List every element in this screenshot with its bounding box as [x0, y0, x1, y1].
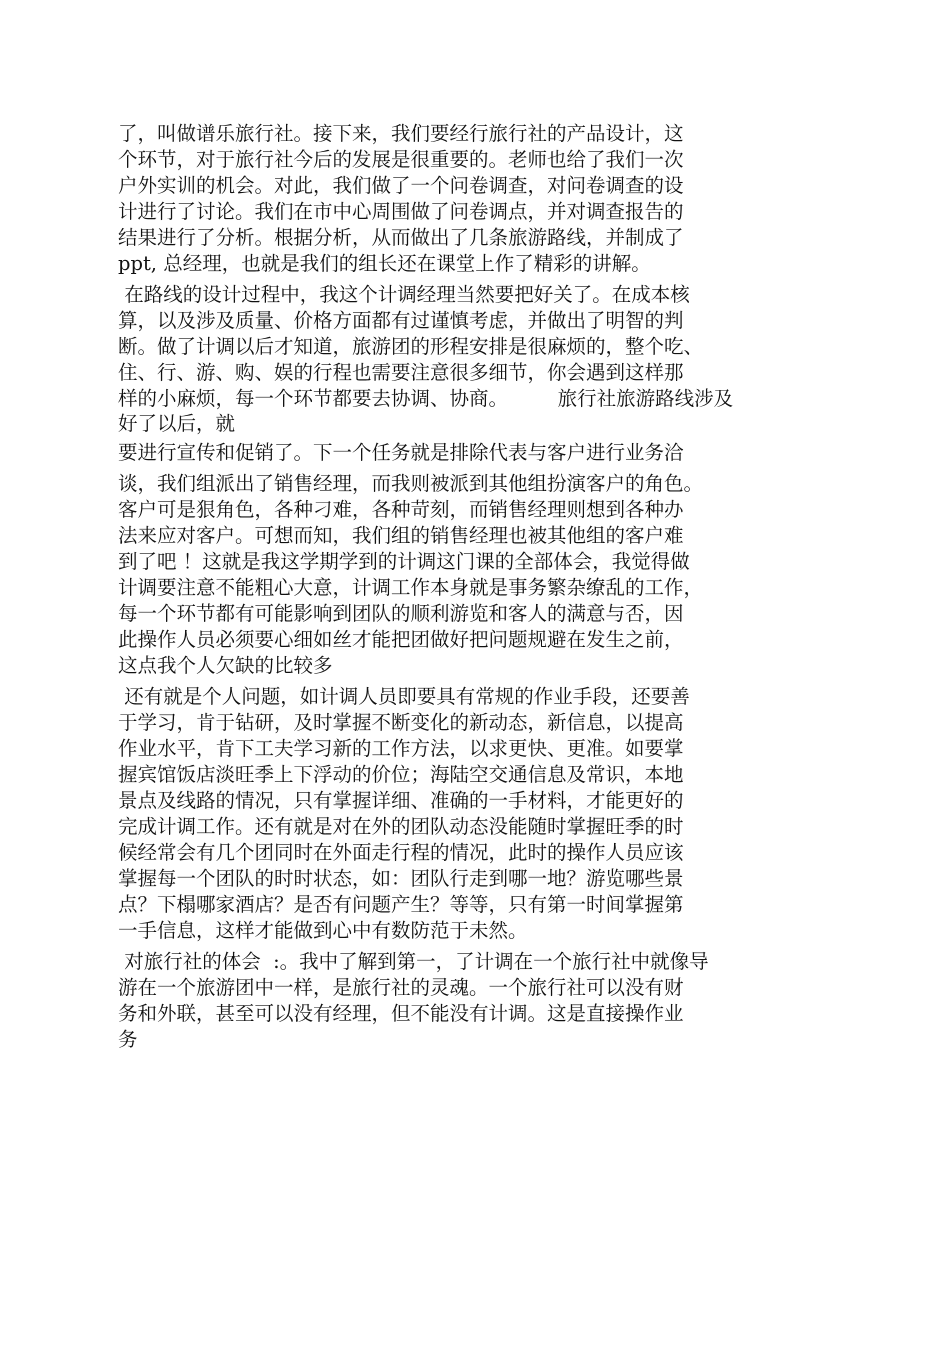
text-line: 作业水平，肯下工夫学习新的工作方法，以求更快、更准。如要掌: [118, 737, 684, 760]
text-line: 于学习，肯于钻研，及时掌握不断变化的新动态，新信息，以提高: [118, 711, 684, 734]
text-line: 好了以后，就: [118, 412, 236, 435]
text-line: 还有就是个人问题，如计调人员即要具有常规的作业手段，还要善: [118, 685, 690, 708]
text-line: 务: [118, 1028, 138, 1051]
text-line: 到了吧 ！这就是我这学期学到的计调这门课的全部体会，我觉得做: [118, 550, 690, 573]
text-line: 掌握每一个团队的时时状态，如：团队行走到哪一地？游览哪些景: [118, 867, 684, 890]
text-line: 务和外联，甚至可以没有经理，但不能没有计调。这是直接操作业: [118, 1002, 684, 1025]
text-line: 了，叫做谱乐旅行社。接下来，我们要经行旅行社的产品设计，这: [118, 122, 684, 145]
text-line: 法来应对客户。可想而知，我们组的销售经理也被其他组的客户难: [118, 524, 684, 547]
text-line: 完成计调工作。还有就是对在外的团队动态没能随时掌握旺季的时: [118, 815, 684, 838]
text-line: 谈，我们组派出了销售经理，而我则被派到其他组扮演客户的角色。: [118, 472, 704, 495]
text-line: 候经常会有几个团同时在外面走行程的情况，此时的操作人员应该: [118, 841, 684, 864]
text-line: 计进行了讨论。我们在市中心周围做了问卷调点，并对调查报告的: [118, 200, 684, 223]
text-line: 一手信息，这样才能做到心中有数防范于未然。: [118, 919, 528, 942]
text-line: 握宾馆饭店淡旺季上下浮动的价位；海陆空交通信息及常识，本地: [118, 763, 684, 786]
text-line: 每一个环节都有可能影响到团队的顺利游览和客人的满意与否，因: [118, 602, 684, 625]
text-line: 算，以及涉及质量、价格方面都有过谨慎考虑，并做出了明智的判: [118, 309, 684, 332]
text-line: 对旅行社的体会 :。我中了解到第一，了计调在一个旅行社中就像导: [118, 950, 709, 973]
text-line: 客户可是狠角色，各种刁难，各种苛刻，而销售经理则想到各种办: [118, 498, 684, 521]
text-line: 景点及线路的情况，只有掌握详细、准确的一手材料，才能更好的: [118, 789, 684, 812]
text-line: 此操作人员必须要心细如丝才能把团做好把问题规避在发生之前，: [118, 628, 684, 651]
text-line: 在路线的设计过程中，我这个计调经理当然要把好关了。在成本核: [118, 283, 690, 306]
text-line: 断。做了计调以后才知道，旅游团的形程安排是很麻烦的，整个吃、: [118, 335, 704, 358]
text-line: 计调要注意不能粗心大意，计调工作本身就是事务繁杂缭乱的工作，: [118, 576, 704, 599]
text-line: 点？下榻哪家酒店？是否有问题产生？等等，只有第一时间掌握第: [118, 893, 684, 916]
text-line: 游在一个旅游团中一样，是旅行社的灵魂。一个旅行社可以没有财: [118, 976, 684, 999]
text-line: 这点我个人欠缺的比较多: [118, 654, 333, 677]
text-line: ppt, 总经理，也就是我们的组长还在课堂上作了精彩的讲解。: [118, 252, 651, 275]
text-line: 户外实训的机会。对此，我们做了一个问卷调查，对问卷调查的设: [118, 174, 684, 197]
text-line: 住、行、游、购、娱的行程也需要注意很多细节，你会遇到这样那: [118, 361, 684, 384]
document-body: [118, 121, 818, 1053]
text-line: 要进行宣传和促销了。下一个任务就是排除代表与客户进行业务洽: [118, 441, 684, 464]
text-line: 样的小麻烦，每一个环节都要去协调、协商。 旅行社旅游路线涉及: [118, 387, 734, 410]
text-line: 结果进行了分析。根据分析，从而做出了几条旅游路线，并制成了: [118, 226, 684, 249]
text-line: 个环节，对于旅行社今后的发展是很重要的。老师也给了我们一次: [118, 148, 684, 171]
